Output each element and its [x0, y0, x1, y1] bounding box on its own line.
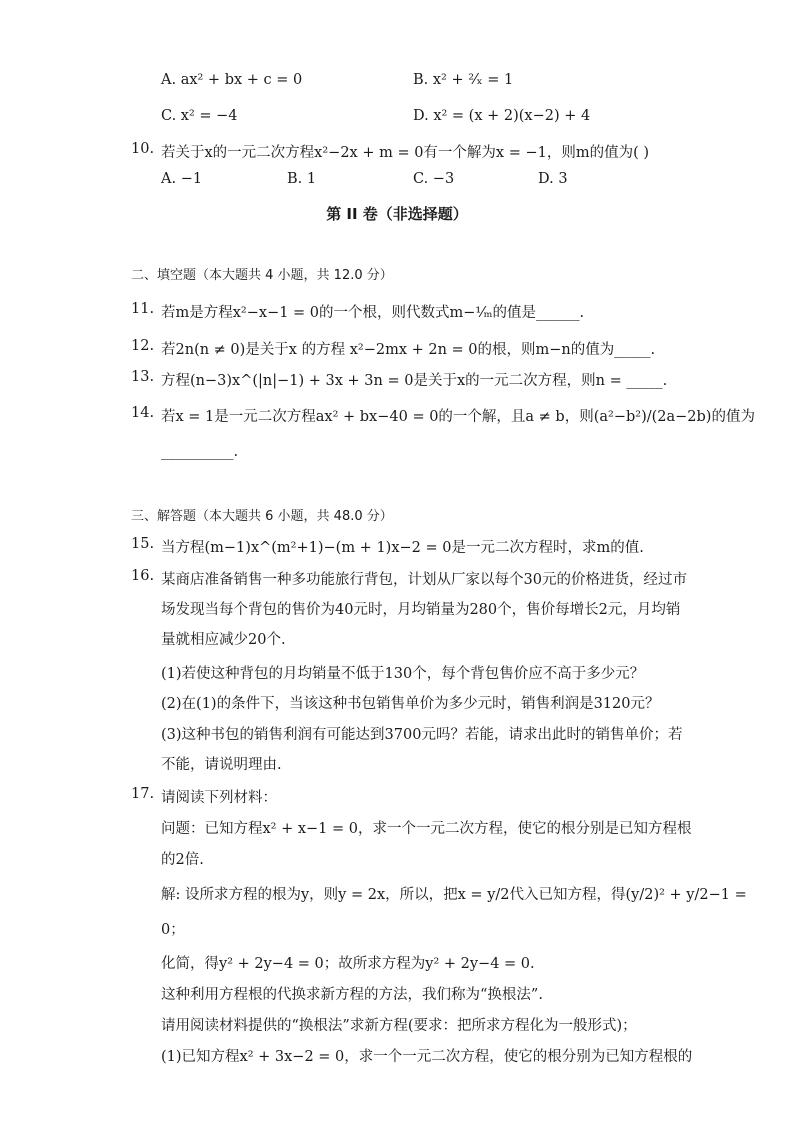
q10-text: 若关于x的一元二次方程x²−2x + m = 0有一个解为x = −1，则m的值为( ): [161, 145, 650, 161]
q16-sub-3: (3)这种书包的销售利润有可能达到3700元吗？若能，请求出此时的销售单价；若: [161, 727, 683, 743]
q15-text: 当方程(m−1)x^(m²+1)−(m + 1)x−2 = 0是一元二次方程时，求m的值.: [161, 540, 644, 556]
q9-option-b: B. x² + ²⁄ₓ = 1: [413, 72, 514, 88]
section-fill-in-header: 二、填空题（本大题共 4 小题，共 12.0 分）: [131, 268, 393, 283]
q14-text: 若x = 1是一元二次方程ax² + bx−40 = 0的一个解，且a ≠ b，则(a²−b²)/(2a−2b)的值为: [161, 409, 755, 425]
q11-text: 若m是方程x²−x−1 = 0的一个根，则代数式m−¹⁄ₘ的值是______.: [161, 305, 585, 321]
q10-option-b: B. 1: [287, 171, 317, 187]
q17-line: 这种利用方程根的代换求新方程的方法，我们称为“换根法”.: [161, 987, 543, 1003]
q16-sub-2: (2)在(1)的条件下，当该这种书包销售单价为多少元时，销售利润是3120元？: [161, 696, 660, 712]
q13-number: 13.: [131, 369, 155, 385]
q14-blank: __________.: [161, 444, 239, 460]
part2-title: 第 II 卷（非选择题）: [326, 205, 468, 223]
q17-line: 化简，得y² + 2y−4 = 0；故所求方程为y² + 2y−4 = 0.: [161, 956, 535, 972]
section-answer-header: 三、解答题（本大题共 6 小题，共 48.0 分）: [131, 509, 393, 524]
q11-number: 11.: [131, 301, 155, 317]
q15-number: 15.: [131, 536, 155, 552]
q16-sub-3-cont: 不能，请说明理由.: [161, 757, 282, 773]
q9-option-d: D. x² = (x + 2)(x−2) + 4: [413, 108, 591, 124]
q9-option-a: A. ax² + bx + c = 0: [161, 72, 303, 88]
q10-number: 10.: [131, 141, 155, 157]
q17-line: (1)已知方程x² + 3x−2 = 0，求一个一元二次方程，使它的根分别为已知方程根的: [161, 1049, 693, 1065]
q17-line: 问题：已知方程x² + x−1 = 0，求一个一元二次方程，使它的根分别是已知方程根: [161, 821, 692, 837]
q9-option-c: C. x² = −4: [161, 108, 238, 124]
q10-option-d: D. 3: [538, 171, 568, 187]
q14-number: 14.: [131, 405, 155, 421]
q17-number: 17.: [131, 786, 155, 802]
q17-line: 解: 设所求方程的根为y，则y = 2x，所以，把x = y/2代入已知方程，得(y/2)² + y/2−1 =: [161, 887, 747, 903]
q16-line: 场发现当每个背包的售价为40元时，月均销量为280个，售价每增长2元，月均销: [161, 602, 681, 618]
q17-line: 请用阅读材料提供的“换根法”求新方程(要求：把所求方程化为一般形式)；: [161, 1018, 637, 1034]
q16-line: 量就相应减少20个.: [161, 632, 286, 648]
q12-text: 若2n(n ≠ 0)是关于x 的方程 x²−2mx + 2n = 0的根，则m−n的值为_____.: [161, 342, 656, 358]
q17-line: 0；: [161, 922, 185, 938]
q12-number: 12.: [131, 338, 155, 354]
q10-option-a: A. −1: [161, 171, 203, 187]
q17-line: 请阅读下列材料：: [161, 790, 277, 806]
q10-option-c: C. −3: [413, 171, 455, 187]
q13-text: 方程(n−3)x^(|n|−1) + 3x + 3n = 0是关于x的一元二次方程，则n = _____.: [161, 373, 668, 389]
q16-line: 某商店准备销售一种多功能旅行背包，计划从厂家以每个30元的价格进货，经过市: [161, 572, 687, 588]
q16-number: 16.: [131, 568, 155, 584]
q17-line: 的2倍.: [161, 852, 204, 868]
q16-sub-1: (1)若使这种背包的月均销量不低于130个，每个背包售价应不高于多少元？: [161, 666, 645, 682]
